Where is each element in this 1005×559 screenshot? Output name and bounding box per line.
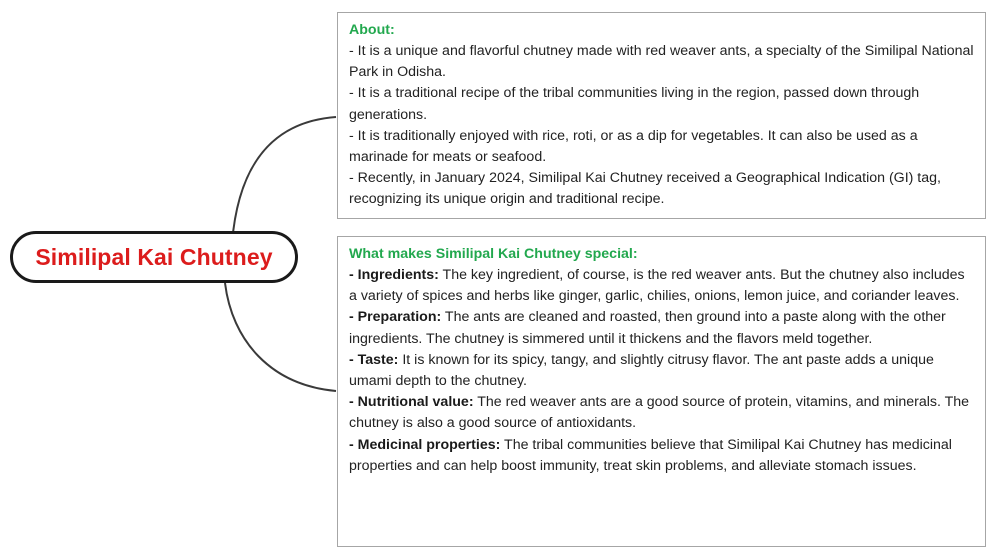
about-line-1-text: - It is a unique and flavorful chutney made with red weaver ants, a specialty of the Similipal National Park in Odisha. xyxy=(349,43,974,81)
about-line-4-text: - Recently, in January 2024, Similipal Kai Chutney received a Geographical Indication (GI) tag, recognizing its unique origin and traditional recipe. xyxy=(349,170,941,208)
special-line-4-lead: - Nutritional value: xyxy=(349,394,474,411)
about-line-2-text: - It is a traditional recipe of the tribal communities living in the region, passed down through generations. xyxy=(349,85,920,123)
root-node-label: Similipal Kai Chutney xyxy=(35,243,273,270)
special-line-4-text: The red weaver ants are a good source of protein, vitamins, and minerals. The chutney is also a good source of antioxidants. xyxy=(349,394,970,432)
special-box[interactable] xyxy=(337,236,986,547)
about-box-heading: About: xyxy=(349,22,395,38)
connector-to-about xyxy=(232,117,336,243)
special-line-1-text: The key ingredient, of course, is the red weaver ants. But the chutney also includes a variety of spices and herbs like ginger, garlic, chilies, onions, lemon juice, and coriander leaves. xyxy=(349,267,965,305)
about-line-2 xyxy=(349,83,975,125)
special-box-body xyxy=(349,265,975,477)
special-line-5-lead: - Medicinal properties: xyxy=(349,436,501,453)
root-node[interactable] xyxy=(10,231,298,283)
about-line-3-text: - It is traditionally enjoyed with rice, roti, or as a dip for vegetables. It can also be used as a marinade for meats or seafood. xyxy=(349,127,918,166)
about-box-body xyxy=(349,41,975,211)
special-box-heading: What makes Similipal Kai Chutney special: xyxy=(349,246,638,262)
special-line-3 xyxy=(349,350,975,392)
special-line-3-text: It is known for its spicy, tangy, and slightly citrusy flavor. The ant paste adds a unique umami depth to the chutney. xyxy=(349,351,934,390)
special-line-5-text: The tribal communities believe that Similipal Kai Chutney has medicinal properties and can help boost immunity, treat skin problems, and alleviate stomach issues. xyxy=(349,436,952,474)
special-line-5 xyxy=(349,435,975,477)
special-line-2-lead: - Preparation: xyxy=(349,309,442,326)
special-line-1 xyxy=(349,265,975,307)
special-line-4 xyxy=(349,392,975,434)
connector-to-special xyxy=(225,283,336,391)
special-line-1-lead: - Ingredients: xyxy=(349,267,439,283)
about-box[interactable] xyxy=(337,12,986,219)
about-line-4 xyxy=(349,168,975,210)
about-line-1 xyxy=(349,41,975,83)
about-line-3 xyxy=(349,126,975,168)
special-line-3-lead: - Taste: xyxy=(349,351,399,368)
special-line-2-text: The ants are cleaned and roasted, then ground into a paste along with the other ingredients. The chutney is simmered until it thickens and the flavors meld together. xyxy=(349,309,946,347)
special-line-2 xyxy=(349,307,975,349)
